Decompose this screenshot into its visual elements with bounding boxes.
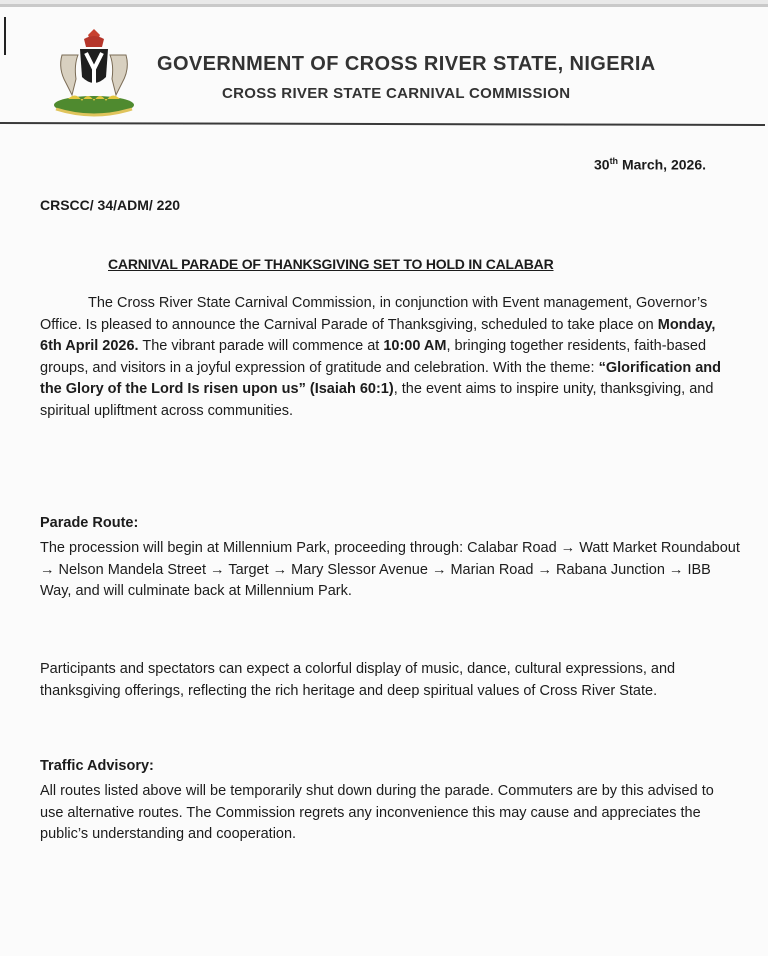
commission-heading: CROSS RIVER STATE CARNIVAL COMMISSION: [222, 85, 571, 102]
date-day: 30: [593, 156, 610, 173]
release-title: CARNIVAL PARADE OF THANKSGIVING SET TO HOLD IN CALABAR: [108, 256, 554, 272]
traffic-paragraph: All routes listed above will be temporarily shut down during the parade. Commuters are by this advised to use alternative routes. The Commission regrets any inconvenience this may cause and appreciates the public’s understanding and cooperation.: [40, 783, 714, 842]
route-heading: Parade Route:: [40, 515, 139, 531]
route-paragraph: The procession will begin at Millennium Park, proceeding through: Calabar Road → Watt Market Roundabout → Nelson Mandela Street → Target → Mary Slessor Avenue → Marian Road → Rabana Junction → IBB Way, and will culminate back at Millennium Park.: [40, 540, 740, 599]
intro-text-3: , bringing together residents, faith-based groups, and visitors in a joyful expression of gratitude and celebration. With the theme:: [40, 338, 707, 376]
parade-theme: “Glorification and the Glory of the Lord Is risen upon us” (Isaiah 60:1): [40, 359, 722, 397]
date-rest: March, 2026.: [618, 156, 706, 173]
date-ordinal: th: [609, 156, 619, 166]
parade-time: 10:00 AM: [383, 338, 447, 354]
intro-text-1: The Cross River State Carnival Commission, in conjunction with Event management, Governor’s Office. Is pleased to announce the Carnival Parade of Thanksgiving, scheduled to take place on: [40, 295, 708, 333]
intro-paragraph: [40, 293, 740, 422]
press-release-page: [0, 4, 768, 956]
participants-paragraph: Participants and spectators can expect a colorful display of music, dance, cultural expressions, and thanksgiving offerings, reflecting the rich heritage and deep spiritual values of Cross River State.: [40, 661, 676, 699]
traffic-heading: Traffic Advisory:: [40, 758, 154, 774]
letterhead-rule: [0, 122, 765, 126]
intro-text-4: , the event aims to inspire unity, thanksgiving, and spiritual upliftment across communities.: [40, 381, 714, 419]
government-heading: GOVERNMENT OF CROSS RIVER STATE, NIGERIA: [157, 53, 656, 75]
coat-of-arms-icon: [48, 25, 140, 121]
reference-number: CRSCC/ 34/ADM/ 220: [40, 197, 181, 213]
margin-mark: [4, 17, 6, 55]
parade-date: Monday, 6th April 2026.: [40, 316, 716, 354]
intro-text-2: The vibrant parade will commence at: [138, 338, 384, 354]
letter-date: [594, 156, 706, 173]
